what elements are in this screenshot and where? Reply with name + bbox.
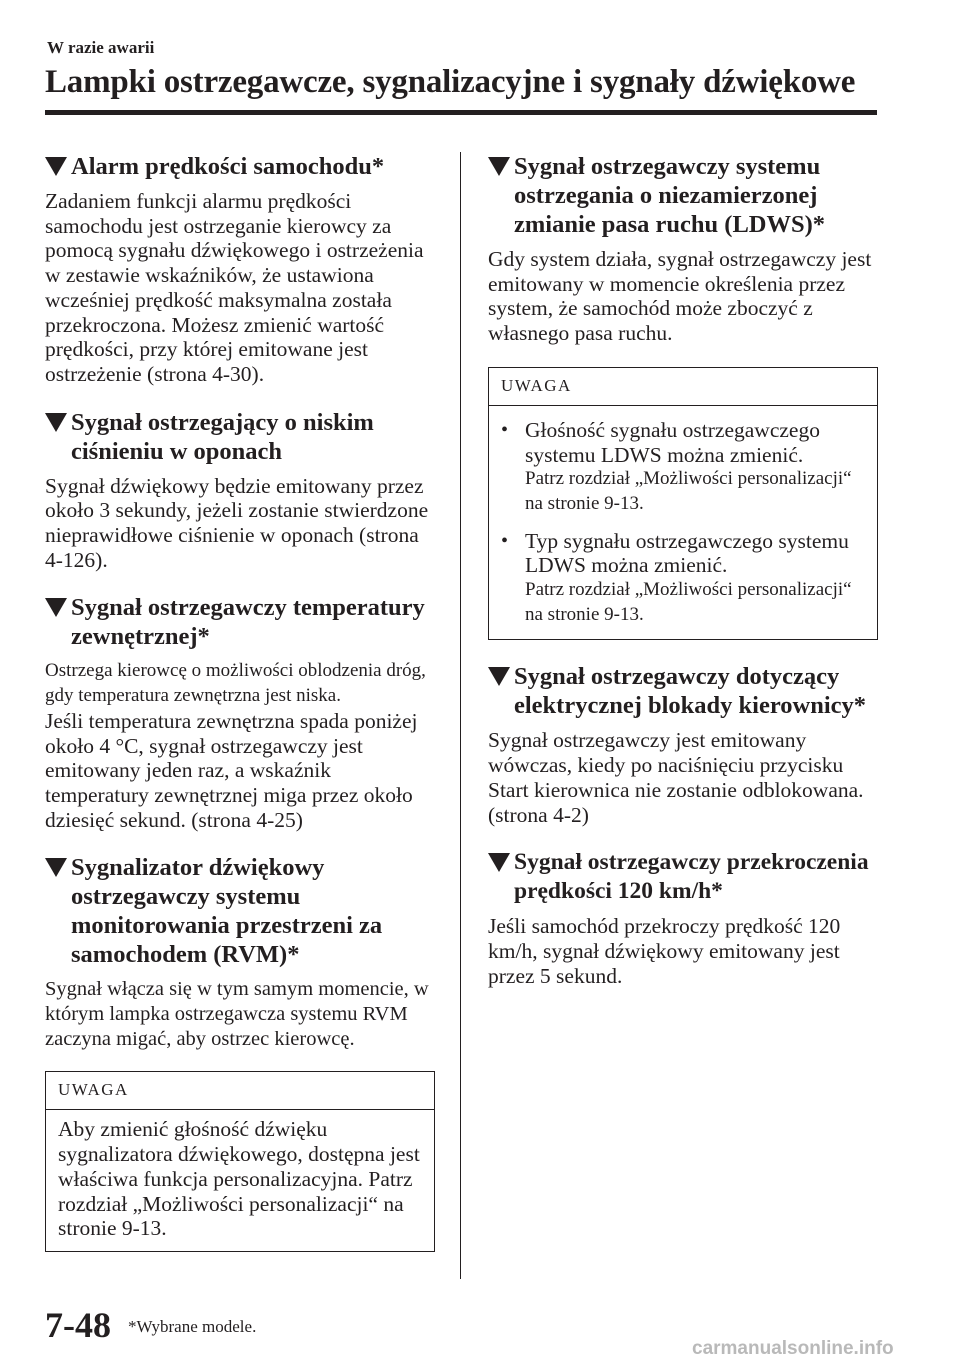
chapter-kicker: W razie awarii <box>47 38 155 57</box>
section-title: Sygnalizator dźwiękowy ostrzegawczy systemu monitorowania przestrzeni za samochodem (RVM)* <box>71 854 383 969</box>
left-column <box>45 152 435 1252</box>
triangle-marker-icon <box>488 157 510 176</box>
section-body: Gdy system działa, sygnał ostrzegawczy jest emitowany w momencie określenia przez system, że samochód może zboczyć z własnego pasa ruchu. <box>488 247 872 346</box>
note-label: UWAGA <box>46 1072 434 1110</box>
bullet-reference: Patrz rozdział „Możliwości personalizacji“ na stronie 9-13. <box>525 468 852 514</box>
footnote: *Wybrane modele. <box>128 1317 257 1336</box>
right-column <box>488 152 878 1009</box>
section-title: Sygnał ostrzegawczy przekroczenia prędkości 120 km/h* <box>514 849 869 905</box>
section-title: Sygnał ostrzegawczy systemu ostrzegania o niezamierzonej zmianie pasa ruchu (LDWS)* <box>514 153 826 238</box>
section-heading <box>45 853 435 969</box>
note-body <box>489 406 877 640</box>
triangle-marker-icon <box>488 667 510 686</box>
note-box <box>45 1071 435 1252</box>
bullet-icon: • <box>501 418 509 441</box>
bullet-text: Głośność sygnału ostrzegawczego systemu LDWS można zmienić. <box>525 417 820 467</box>
section-body-small: Ostrzega kierowcę o możliwości oblodzenia dróg, gdy temperatura zewnętrzna jest niska. <box>45 660 426 707</box>
section-heading <box>488 662 878 720</box>
note-text: Aby zmienić głośność dźwięku sygnalizatora dźwiękowego, dostępna jest właściwa funkcja personalizacyjna. Patrz rozdział „Możliwości personalizacji“ na stronie 9-13. <box>58 1117 420 1241</box>
section-body: Jeśli temperatura zewnętrzna spada poniżej około 4 °C, sygnał ostrzegawczy jest emitowany jeden raz, a wskaźnik temperatury zewnętrznej miga przez około dziesięć sekund. (strona 4-25) <box>45 708 418 832</box>
page-title: Lampki ostrzegawcze, sygnalizacyjne i sygnały dźwiękowe <box>45 64 856 100</box>
section-title: Sygnał ostrzegający o niskim ciśnieniu w oponach <box>71 408 374 465</box>
bullet-text: Typ sygnału ostrzegawczego systemu LDWS można zmienić. <box>525 528 849 578</box>
section-heading <box>488 152 878 239</box>
section-body: Sygnał dźwiękowy będzie emitowany przez około 3 sekundy, jeżeli zostanie stwierdzone nieprawidłowe ciśnienie w oponach (strona 4-126). <box>45 473 429 572</box>
section-heading <box>488 848 878 906</box>
section-body: Sygnał włącza się w tym samym momencie, w którym lampka ostrzegawcza systemu RVM zaczyna migać, aby ostrzec kierowcę. <box>45 978 429 1050</box>
section-title: Alarm prędkości samochodu* <box>71 153 385 180</box>
note-label: UWAGA <box>489 368 877 406</box>
section-title: Sygnał ostrzegawczy temperatury zewnętrznej* <box>71 594 425 651</box>
watermark: carmanualsonline.info <box>692 1338 894 1359</box>
section-heading <box>45 408 435 466</box>
note-bullet <box>501 529 865 628</box>
section-body: Sygnał ostrzegawczy jest emitowany wówczas, kiedy po naciśnięciu przycisku Start kierownica nie zostanie odblokowana. (strona 4-2) <box>488 728 864 827</box>
triangle-marker-icon <box>45 157 67 176</box>
section-heading <box>45 593 435 651</box>
title-rule <box>45 110 877 115</box>
note-bullet <box>501 418 865 517</box>
section-title: Sygnał ostrzegawczy dotyczący elektrycznej blokady kierownicy* <box>514 663 867 720</box>
triangle-marker-icon <box>45 858 67 877</box>
section-body: Jeśli samochód przekroczy prędkość 120 km/h, sygnał dźwiękowy emitowany jest przez 5 sekund. <box>488 914 841 988</box>
column-divider <box>460 152 461 1279</box>
triangle-marker-icon <box>45 598 67 617</box>
bullet-reference: Patrz rozdział „Możliwości personalizacji“ na stronie 9-13. <box>525 579 852 625</box>
bullet-icon: • <box>501 529 509 552</box>
section-body: Zadaniem funkcji alarmu prędkości samochodu jest ostrzeganie kierowcy za pomocą sygnału dźwiękowego i ostrzeżenia w zestawie wskaźników, że ustawiona wcześniej prędkość maksymalna została przekroczona. Możesz zmienić wartość prędkości, przy której emitowane jest ostrzeżenie (strona 4-30). <box>45 189 424 386</box>
triangle-marker-icon <box>45 413 67 432</box>
triangle-marker-icon <box>488 853 510 872</box>
section-heading <box>45 152 435 181</box>
page-number: 7-48 <box>45 1305 111 1345</box>
note-box <box>488 367 878 641</box>
